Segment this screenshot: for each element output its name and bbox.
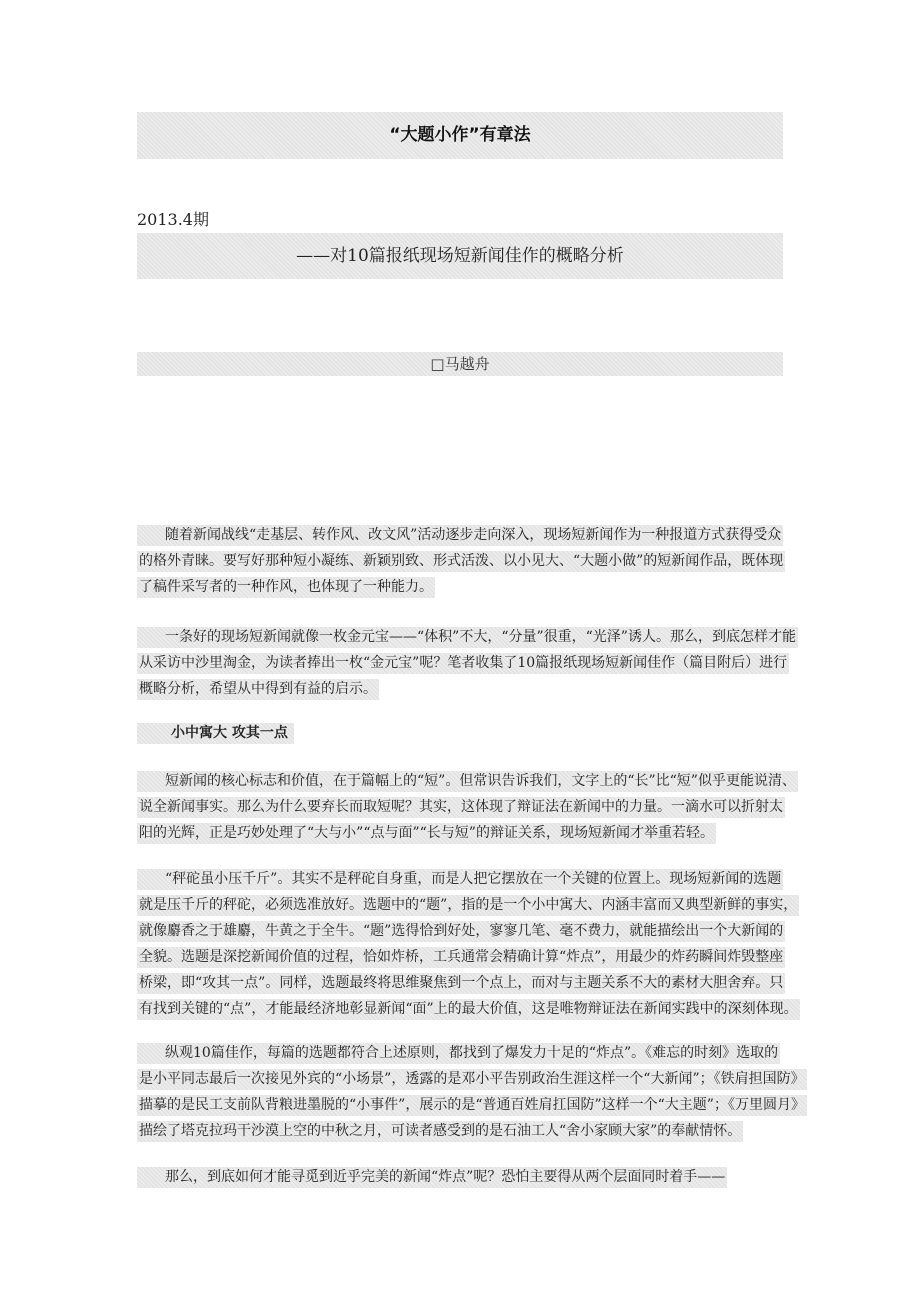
article-title: “大题小作”有章法 xyxy=(137,112,783,159)
paragraph-line: 一条好的现场短新闻就像一枚金元宝——“体积”不大，“分量”很重，“光泽”诱人。那么，到底怎样才能 xyxy=(137,627,798,648)
paragraph-line: 就像麝香之于雄麝，牛黄之于全牛。“题”选得恰到好处，寥寥几笔、毫不费力，就能描绘出一个大新闻的 xyxy=(137,921,785,942)
paragraph-line: 阳的光辉，正是巧妙处理了“大与小”“点与面”“长与短”的辩证关系，现场短新闻才举重若轻。 xyxy=(137,823,716,844)
paragraph-core-value xyxy=(137,768,796,846)
section-heading-text: 小中寓大 攻其一点 xyxy=(137,723,294,744)
paragraph-line: 的格外青睐。要写好那种短小凝练、新颖别致、形式活泼、以小见大、“大题小做”的短新闻作品，既体现 xyxy=(137,551,785,572)
paragraph-line: 了稿件采写者的一种作风，也体现了一种能力。 xyxy=(137,577,435,598)
author-byline: □马越舟 xyxy=(137,352,783,376)
paragraph-line: “秤砣虽小压千斤”。其实不是秤砣自身重，而是人把它摆放在一个关键的位置上。现场短新闻的选题 xyxy=(137,869,783,890)
paragraph-line: 是小平同志最后一次接见外宾的“小场景”，透露的是邓小平告别政治生涯这样一个“大新闻”；《铁肩担国防》 xyxy=(137,1069,807,1090)
paragraph-closing xyxy=(137,1164,783,1190)
paragraph-gold xyxy=(137,624,796,702)
issue-label: 2013.4期 xyxy=(137,210,209,229)
section-heading xyxy=(137,720,294,746)
paragraph-line: 随着新闻战线“走基层、转作风、改文风”活动逐步走向深入，现场短新闻作为一种报道方式获得受众 xyxy=(137,525,783,546)
article-subtitle: ——对10篇报纸现场短新闻佳作的概略分析 xyxy=(137,233,783,279)
paragraph-line: 描绘了塔克拉玛干沙漠上空的中秋之月，可读者感受到的是石油工人“舍小家顾大家”的奉献情怀。 xyxy=(137,1121,743,1142)
paragraph-line: 概略分析，希望从中得到有益的启示。 xyxy=(137,679,379,700)
paragraph-ten-works xyxy=(137,1040,805,1144)
paragraph-intro xyxy=(137,522,783,600)
paragraph-line: 描摹的是民工支前队背粮进墨脱的“小事件”，展示的是“普通百姓肩扛国防”这样一个“大主题”；《万里圆月》 xyxy=(137,1095,807,1116)
paragraph-line: 有找到关键的“点”，才能最经济地彰显新闻“面”上的最大价值，这是唯物辩证法在新闻实践中的深刻体现。 xyxy=(137,999,800,1020)
paragraph-line: 那么，到底如何才能寻觅到近乎完美的新闻“炸点”呢？恐怕主要得从两个层面同时着手—— xyxy=(137,1167,727,1188)
paragraph-line: 从采访中沙里淘金，为读者捧出一枚“金元宝”呢？笔者收集了10篇报纸现场短新闻佳作（篇目附后）进行 xyxy=(137,653,789,674)
paragraph-weight xyxy=(137,866,798,1022)
paragraph-line: 短新闻的核心标志和价值，在于篇幅上的“短”。但常识告诉我们，文字上的“长”比“短”似乎更能说清、 xyxy=(137,771,798,792)
paragraph-line: 纵观10篇佳作，每篇的选题都符合上述原则，都找到了爆发力十足的“炸点”。《难忘的时刻》选取的 xyxy=(137,1043,780,1064)
paragraph-line: 桥梁，即“攻其一点”。同样，选题最终将思维聚焦到一个点上，而对与主题关系不大的素材大胆舍弃。只 xyxy=(137,973,785,994)
paragraph-line: 全貌。选题是深挖新闻价值的过程，恰如炸桥，工兵通常会精确计算“炸点”，用最少的炸药瞬间炸毁整座 xyxy=(137,947,785,968)
paragraph-line: 说全新闻事实。那么为什么要弃长而取短呢？其实，这体现了辩证法在新闻中的力量。一滴水可以折射太 xyxy=(137,797,785,818)
paragraph-line: 就是压千斤的秤砣，必须选准放好。选题中的“题”，指的是一个小中寓大、内涵丰富而又典型新鲜的事实， xyxy=(137,895,799,916)
